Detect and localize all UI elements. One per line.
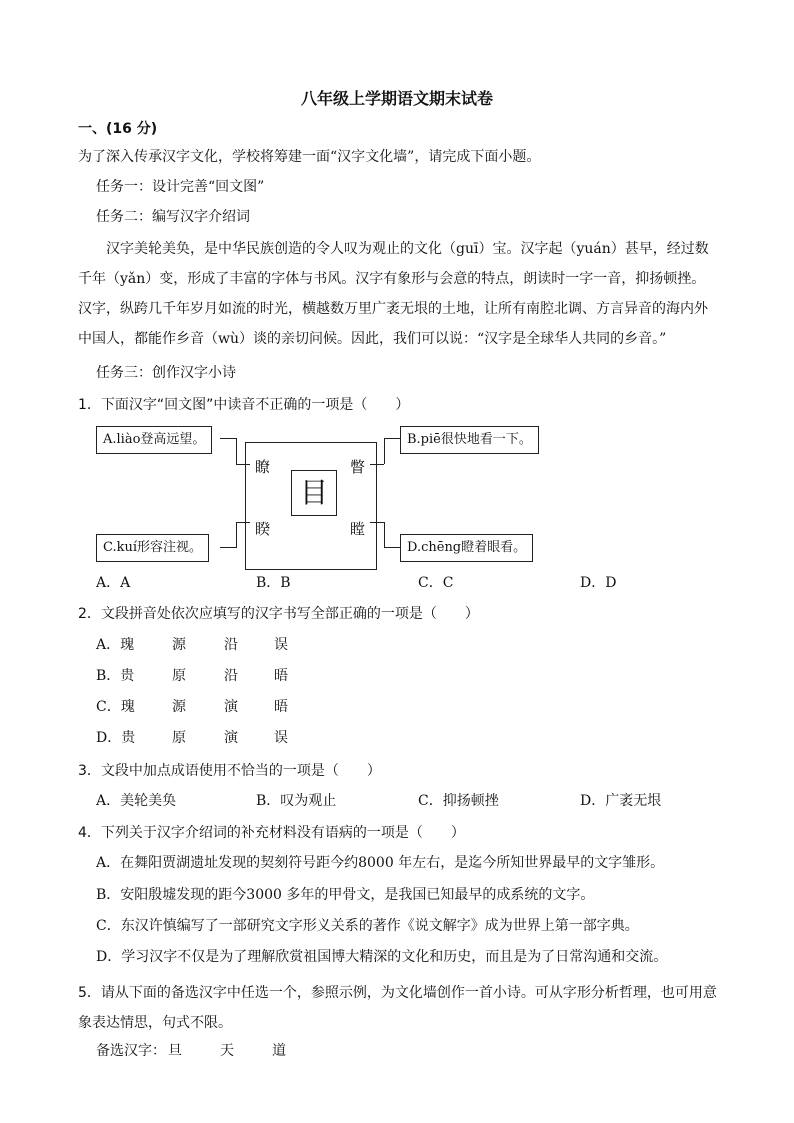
q2-a-c3: 沿 [224, 637, 238, 653]
q2-option-c[interactable] [96, 696, 288, 716]
task-three: 任务三：创作汉字小诗 [96, 365, 236, 381]
q2-option-a[interactable] [96, 634, 288, 654]
q5-choice-2: 天 [220, 1043, 234, 1059]
q1-option-c[interactable]: C．C [418, 575, 454, 591]
q4-stem: 4．下列关于汉字介绍词的补充材料没有语病的一项是（ ） [78, 825, 465, 841]
q1-option-a[interactable]: A．A [96, 575, 131, 591]
box-d: D.chēng瞪着眼看。 [400, 534, 533, 562]
q2-a-c2: 源 [172, 637, 186, 653]
q4-option-d[interactable]: D．学习汉字不仅是为了理解欣赏祖国博大精深的文化和历史，而且是为了日常沟通和交流。 [96, 949, 668, 965]
q4-option-b[interactable]: B．安阳殷墟发现的距今3000 多年的甲骨文，是我国已知最早的成系统的文字。 [96, 887, 595, 903]
corner-char-d: 瞠 [350, 520, 366, 538]
box-a: A.liào登高远望。 [96, 426, 212, 454]
q2-a-c4: 误 [274, 637, 288, 653]
passage: 汉字美轮美奂，是中华民族创造的令人叹为观止的文化（guī）宝。汉字起（yuán）甚早，经过数千年（yǎn）变，形成了丰富的字体与书风。汉字有象形与会意的特点，朗读时一字一音，抑扬顿挫。汉字，纵跨几千年岁月如流的时光，横越数万里广袤无垠的土地，让所有南腔北调、方言异音的海内外中国人，都能作乡音（wù）谈的亲切问候。因此，我们可以说：“汉字是全球华人共同的乡音。” [78, 241, 709, 347]
q3-option-c[interactable]: C．抑扬顿挫 [418, 793, 499, 809]
task-two: 任务二：编写汉字介绍词 [96, 209, 250, 225]
task-one: 任务一：设计完善“回文图” [96, 179, 265, 195]
q2-d-c2: 原 [172, 730, 186, 746]
page-title: 八年级上学期语文期末试卷 [300, 89, 493, 108]
q2-c-c3: 演 [224, 699, 238, 715]
q2-option-d[interactable] [96, 727, 288, 747]
q2-stem: 2．文段拼音处依次应填写的汉字书写全部正确的一项是（ ） [78, 606, 479, 622]
q1-option-b[interactable]: B．B [256, 575, 291, 591]
q3-stem: 3．文段中加点成语使用不恰当的一项是（ ） [78, 763, 381, 779]
q2-c-c4: 晤 [274, 699, 288, 715]
q2-option-b[interactable] [96, 665, 288, 685]
section-heading: 一、(16 分) [78, 121, 158, 137]
q4-option-c[interactable]: C．东汉许慎编写了一部研究文字形义关系的著作《说文解字》成为世界上第一部字典。 [96, 918, 639, 934]
q2-a-label: A．瑰 [96, 637, 135, 653]
q1-option-d[interactable]: D．D [580, 575, 617, 591]
q2-b-c4: 晤 [274, 668, 288, 684]
box-c: C.kuí形容注视。 [96, 534, 209, 562]
q5-choice-3: 道 [272, 1043, 286, 1059]
q5-stem: 5．请从下面的备选汉字中任选一个，参照示例，为文化墙创作一首小诗。可从字形分析哲理，也可用意象表达情思，句式不限。 [78, 985, 717, 1031]
intro-text: 为了深入传承汉字文化，学校将筹建一面“汉字文化墙”，请完成下面小题。 [78, 149, 541, 165]
q3-option-a[interactable]: A．美轮美奂 [96, 793, 177, 809]
q2-b-c2: 原 [172, 668, 186, 684]
q1-stem: 1．下面汉字“回文图”中读音不正确的一项是（ ） [78, 397, 410, 413]
box-b: B.piē很快地看一下。 [400, 426, 539, 454]
q2-c-label: C．瑰 [96, 699, 135, 715]
q5-choices [96, 1040, 286, 1060]
q3-option-b[interactable]: B．叹为观止 [256, 793, 337, 809]
q2-d-label: D．贵 [96, 730, 136, 746]
q2-c-c2: 源 [172, 699, 186, 715]
q3-option-d[interactable]: D．广袤无垠 [580, 793, 662, 809]
q5-choices-label: 备选汉字： [96, 1043, 166, 1059]
q4-option-a[interactable]: A．在舞阳贾湖遗址发现的契刻符号距今约8000 年左右，是迄今所知世界最早的文字雏形。 [96, 855, 665, 871]
q2-b-c3: 沿 [224, 668, 238, 684]
corner-char-b: 瞥 [350, 458, 366, 476]
corner-char-c: 睽 [255, 520, 271, 538]
q5-choice-1: 旦 [168, 1043, 182, 1059]
center-char: 目 [291, 470, 337, 516]
q2-d-c3: 演 [224, 730, 238, 746]
corner-char-a: 瞭 [255, 458, 271, 476]
q2-d-c4: 误 [274, 730, 288, 746]
q2-b-label: B．贵 [96, 668, 135, 684]
